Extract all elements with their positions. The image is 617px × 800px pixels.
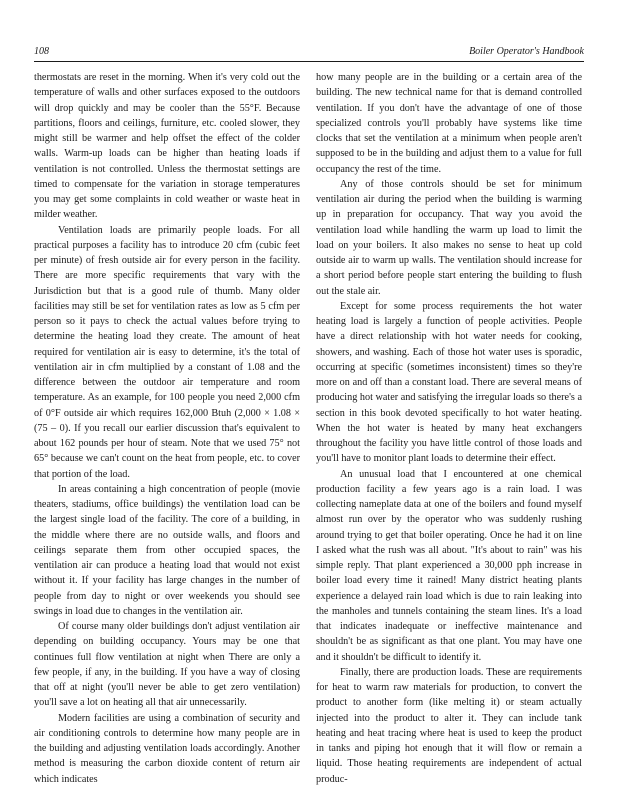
- paragraph: Finally, there are production loads. These are requirements for heat to warm raw materials for production, to convert the product to another form (like melting it) or steam actually injected into the product to alter it. They can include tank heating and heat tracing where heat is used to keep the product in tanks and piping hot enough that it will flow or remain a liquid. Those heating requirements are independent of actual produc-: [316, 666, 582, 785]
- running-title: Boiler Operator's Handbook: [469, 46, 584, 57]
- paragraph: thermostats are reset in the morning. When it's very cold out the temperature of walls and other surfaces exposed to the outdoors will drop quickly and may be cooler than the 55°F. Because partitions, floors and ceilings, furniture, etc. cooled slower, they might still be warmer and help offset the effect of the colder walls. Warm-up loads can be higher than heating loads if ventilation is not controlled. Unless the thermostat settings are timed to compensate for the variation in storage temperatures you may get some complaints in cold weather or waste heat in milder weather.: [34, 72, 300, 221]
- paragraph: how many people are in the building or a certain area of the building. The new technical name for that is demand controlled ventilation. If you don't have the advantage of one of those specialized controls you'll probably have systems like time clocks that set the ventilation at a minimum when people aren't supposed to be in the building and adjust them to a value for full occupancy the rest of the time.: [316, 72, 582, 175]
- paragraph: Any of those controls should be set for minimum ventilation air during the period when the building is warming up in preparation for occupancy. That way you avoid the ventilation load while handling the warm up load to limit the load on your boilers. It also makes no sense to heat up cold outside air to warm up walls. The ventilation should increase for a short period before people start entering the building to flush out the stale air.: [316, 178, 582, 297]
- header-rule: [34, 61, 584, 62]
- paragraph: Modern facilities are using a combination of security and air conditioning controls to determine how many people are in the building and adjusting ventilation loads accordingly. Another method is measuring the carbon dioxide content of return air which indicates: [34, 712, 300, 785]
- paragraph: Of course many older buildings don't adjust ventilation air depending on building occupancy. Yours may be one that continues full flow ventilation at night when There are only a few people, if any, in the building. If you have a way of closing that off at night (you'll never be able to get zero ventilation) you'll save a lot on heating all that air unnecessarily.: [34, 621, 300, 709]
- page-number: 108: [34, 46, 49, 57]
- right-column: [316, 70, 582, 785]
- paragraph: Except for some process requirements the hot water heating load is largely a function of people activities. People have a direct relationship with hot water needs for cooking, showers, and washing. Each of those hot water uses is sporadic, occurring at specific (sometimes inconsistent) times so they're more on and off than a constant load. There are several means of producing hot water and satisfying the irregular loads so there's a section in this book devoted specifically to hot water heating. When the hot water is heated by many heat exchangers throughout the facility you have little control of those loads and you'll have to monitor plant loads to determine their effect.: [316, 300, 582, 465]
- paragraph: Ventilation loads are primarily people loads. For all practical purposes a facility has to introduce 20 cfm (cubic feet per minute) of fresh outside air for every person in the facility. There are more specific requirements that vary with the Jurisdiction but that is a good rule of thumb. Many older facilities may still be set for ventilation rates as low as 5 cfm per person so it pays to check the actual values before trying to determine the heating load they create. The amount of heat required for ventilation air is easy to determine, it's the total of ventilation air in cfm multiplied by a constant of 1.08 and the difference between the outdoor air temperature and room temperature. As an example, for 100 people you need 2,000 cfm of 0°F outside air which requires 162,000 Btuh (2,000 × 1.08 × (75 – 0). If you recall our earlier discussion that's equivalent to about 162 pounds per hour of steam. Note that we used 75° not 65° because we can't count on the heat from people, etc. to cover that portion of the load.: [34, 224, 300, 480]
- paragraph: An unusual load that I encountered at one chemical production facility a few years ago is a rain load. I was collecting nameplate data at one of the boilers and found myself almost run over by the operator who was suddenly rushing around trying to get that boiler operating. Once he had it on line I asked what the rush was all about. "It's about to rain" was his simple reply. That plant experienced a 30,000 pph increase in boiler load every time it rained! Many district heating plants experience a delayed rain load which is due to rain leaking into the manholes and tunnels containing the steam lines. It's a load that indicates inadequate or ineffective maintenance and shouldn't be as significant as that one plant. You may have one and it shouldn't be difficult to identify it.: [316, 468, 582, 663]
- running-header: [34, 42, 584, 62]
- paragraph: In areas containing a high concentration of people (movie theaters, stadiums, office buildings) the ventilation load can be the largest single load of the facility. The core of a building, in the middle where there are no outside walls, and floors and ceilings separate them from other occupied spaces, the ventilation air can produce a heating load that would not exist without it. If your facility has large changes in the number of people from day to night or over weekends you should see swings in load due to changes in the ventilation air.: [34, 483, 300, 617]
- left-column: [34, 70, 300, 785]
